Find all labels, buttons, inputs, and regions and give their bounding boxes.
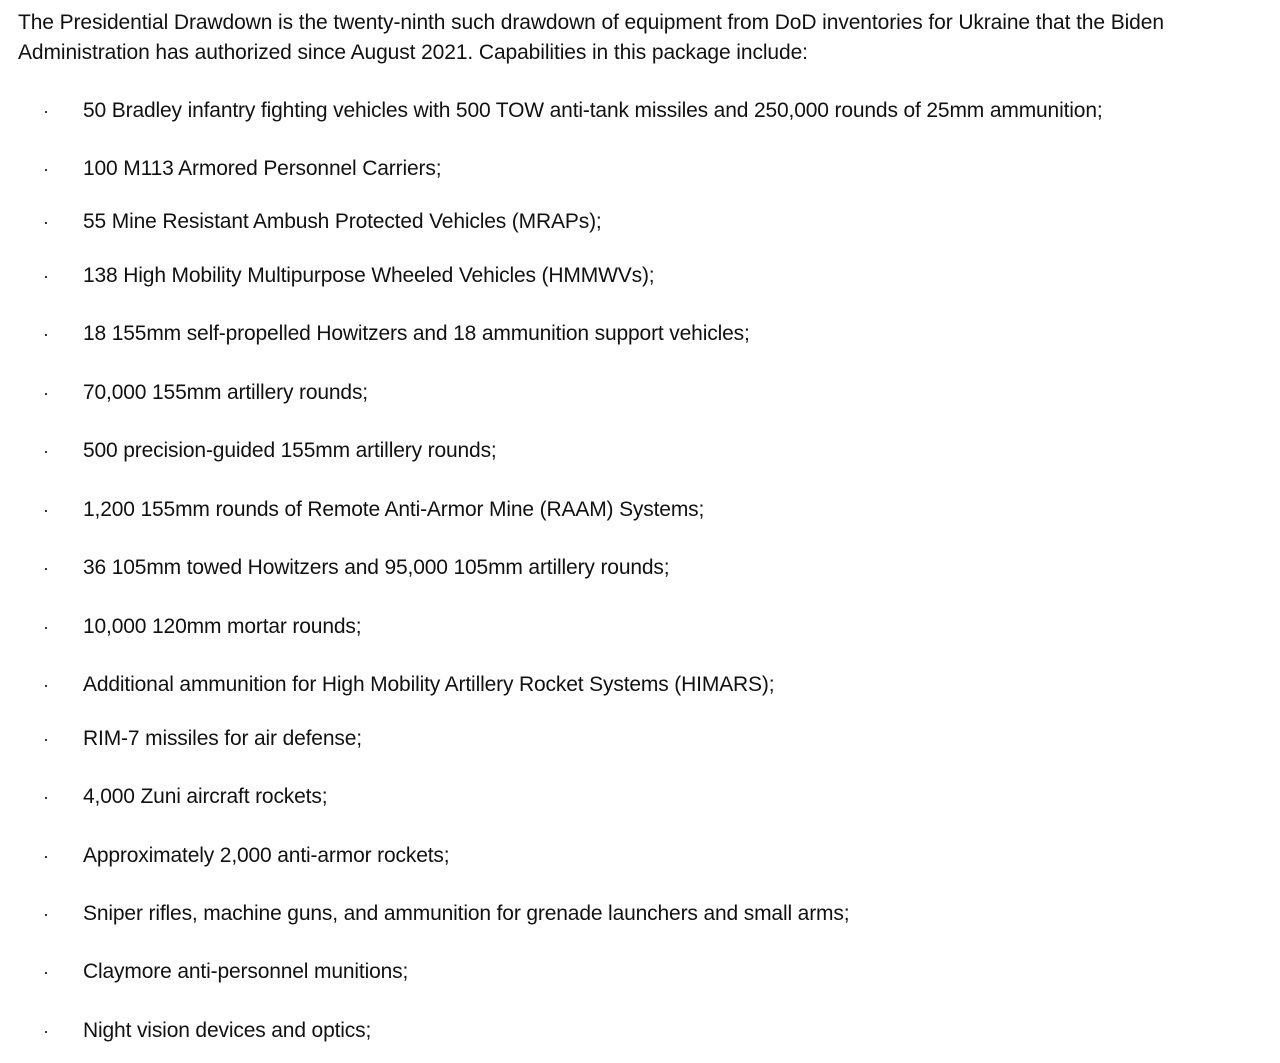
bullet-dot-icon: ·: [43, 383, 49, 403]
list-item: [0, 841, 1280, 871]
bullet-dot-icon: ·: [43, 904, 49, 924]
bullet-dot-icon: ·: [43, 617, 49, 637]
bullet-dot-icon: ·: [43, 558, 49, 578]
list-item-text: Night vision devices and optics;: [83, 1019, 372, 1042]
bullet-dot-icon: ·: [43, 787, 49, 807]
list-item-text: 10,000 120mm mortar rounds;: [83, 615, 362, 638]
intro-paragraph: The Presidential Drawdown is the twenty-ninth such drawdown of equipment from DoD inventories for Ukraine that the Biden Administration has authorized since August 2021. Capabilities in this package include:: [18, 11, 1164, 64]
list-item-text: 4,000 Zuni aircraft rockets;: [83, 785, 328, 808]
list-item-text: 1,200 155mm rounds of Remote Anti-Armor Mine (RAAM) Systems;: [83, 498, 705, 521]
list-item: [0, 957, 1280, 987]
list-item-text: 18 155mm self-propelled Howitzers and 18 ammunition support vehicles;: [83, 322, 750, 345]
list-item: [0, 207, 1280, 237]
list-item-text: 138 High Mobility Multipurpose Wheeled Vehicles (HMMWVs);: [83, 264, 655, 287]
list-item-text: Claymore anti-personnel munitions;: [83, 960, 409, 983]
list-item: [0, 724, 1280, 754]
list-item-text: Sniper rifles, machine guns, and ammunition for grenade launchers and small arms;: [83, 902, 850, 925]
list-item: [0, 612, 1280, 642]
bullet-dot-icon: ·: [43, 1021, 49, 1041]
list-item-text: 36 105mm towed Howitzers and 95,000 105mm artillery rounds;: [83, 556, 670, 579]
list-item: [0, 670, 1280, 700]
list-item-text: RIM-7 missiles for air defense;: [83, 727, 362, 750]
bullet-dot-icon: ·: [43, 101, 49, 121]
bullet-dot-icon: ·: [43, 324, 49, 344]
list-item: [0, 154, 1280, 184]
list-item-text: 55 Mine Resistant Ambush Protected Vehicles (MRAPs);: [83, 210, 602, 233]
list-item: [0, 96, 1280, 126]
bullet-dot-icon: ·: [43, 962, 49, 982]
list-item-text: 100 M113 Armored Personnel Carriers;: [83, 157, 442, 180]
list-item-text: 70,000 155mm artillery rounds;: [83, 381, 368, 404]
list-item: [0, 319, 1280, 349]
list-item-text: Additional ammunition for High Mobility Artillery Rocket Systems (HIMARS);: [83, 673, 775, 696]
list-item: [0, 261, 1280, 291]
bullet-dot-icon: ·: [43, 159, 49, 179]
list-item: [0, 782, 1280, 812]
bullet-dot-icon: ·: [43, 675, 49, 695]
bullet-dot-icon: ·: [43, 500, 49, 520]
list-item-text: Approximately 2,000 anti-armor rockets;: [83, 844, 450, 867]
bullet-dot-icon: ·: [43, 846, 49, 866]
list-item: [0, 1016, 1280, 1046]
list-item-text: 50 Bradley infantry fighting vehicles with 500 TOW anti-tank missiles and 250,000 rounds of 25mm ammunition;: [83, 99, 1103, 122]
list-item: [0, 378, 1280, 408]
bullet-dot-icon: ·: [43, 212, 49, 232]
bullet-dot-icon: ·: [43, 266, 49, 286]
list-item: [0, 553, 1280, 583]
list-item: [0, 495, 1280, 525]
list-item: [0, 436, 1280, 466]
bullet-dot-icon: ·: [43, 729, 49, 749]
list-item-text: 500 precision-guided 155mm artillery rounds;: [83, 439, 497, 462]
list-item: [0, 899, 1280, 929]
bullet-dot-icon: ·: [43, 441, 49, 461]
